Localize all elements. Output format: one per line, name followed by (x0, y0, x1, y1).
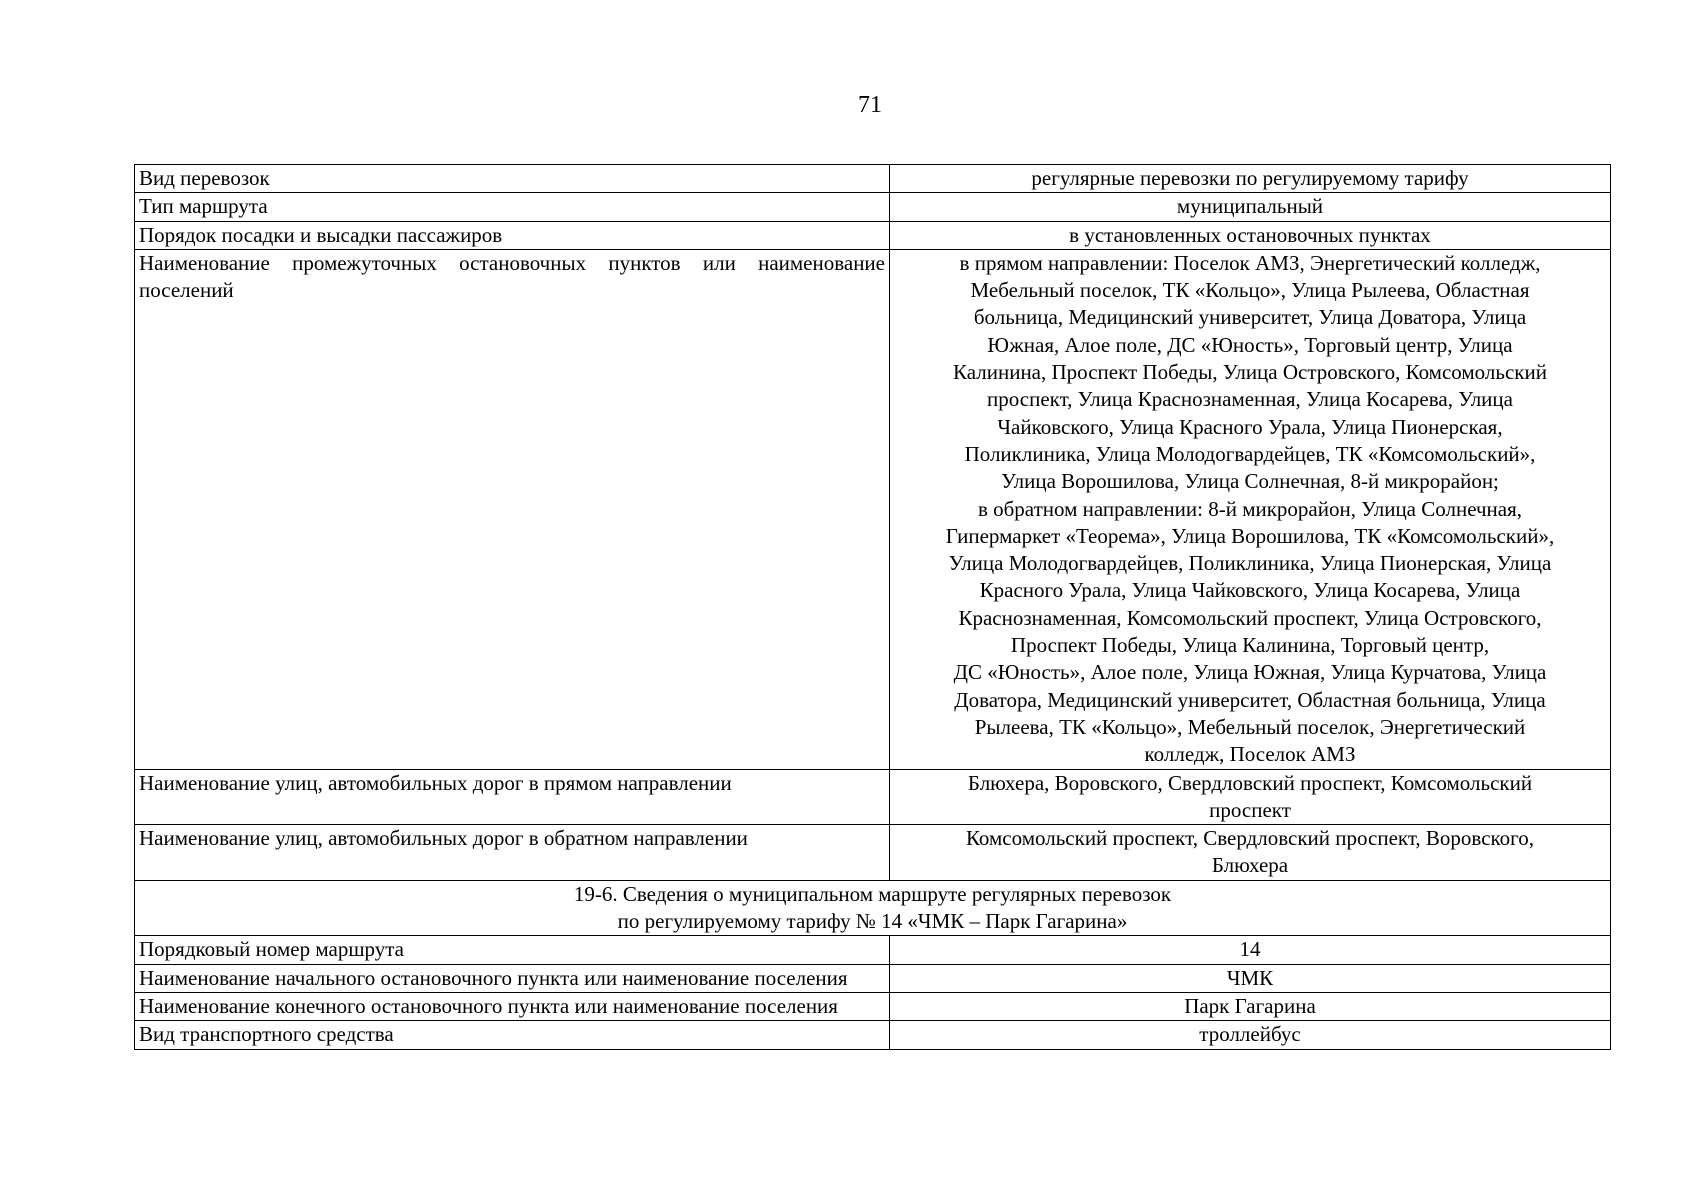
row-label-boarding-order: Порядок посадки и высадки пассажиров (135, 221, 890, 249)
stops-line: Чайковского, Улица Красного Урала, Улица Пионерская, (997, 414, 1503, 439)
stops-line: больница, Медицинский университет, Улица Доватора, Улица (973, 305, 1527, 330)
stops-line: Рылеева, ТК «Кольцо», Мебельный поселок, Энергетический (974, 714, 1526, 739)
table-row (135, 769, 1611, 825)
table-row (135, 825, 1611, 881)
row-value-start-stop: ЧМК (890, 964, 1611, 992)
row-label-end-stop: Наименование конечного остановочного пункта или наименование поселения (135, 992, 890, 1020)
table-row (135, 992, 1611, 1020)
stops-line: Поликлиника, Улица Молодогвардейцев, ТК «Комсомольский», (964, 441, 1536, 466)
route-info-table (134, 164, 1611, 1050)
stops-line: Калинина, Проспект Победы, Улица Островского, Комсомольский (953, 360, 1547, 385)
stops-line: Мебельный поселок, ТК «Кольцо», Улица Рылеева, Областная (970, 278, 1530, 303)
stops-line: в прямом направлении: Поселок АМЗ, Энергетический колледж, (959, 250, 1541, 275)
row-value-streets-forward (890, 769, 1611, 825)
table-row (135, 936, 1611, 964)
table-row (135, 964, 1611, 992)
stops-line: Гипермаркет «Теорема», Улица Ворошилова, ТК «Комсомольский», (945, 523, 1555, 548)
table-row (135, 1021, 1611, 1049)
row-value-boarding-order: в установленных остановочных пунктах (890, 221, 1611, 249)
table-row (135, 221, 1611, 249)
table-row (135, 249, 1611, 769)
stops-line: проспект, Улица Краснознаменная, Улица Косарева, Улица (987, 387, 1513, 412)
streets-backward-line: Блюхера (1211, 853, 1289, 878)
stops-line: в обратном направлении: 8-й микрорайон, Улица Солнечная, (977, 496, 1523, 521)
row-value-route-number: 14 (890, 936, 1611, 964)
row-value-route-type: муниципальный (890, 193, 1611, 221)
stops-line: Южная, Алое поле, ДС «Юность», Торговый центр, Улица (987, 332, 1513, 357)
streets-backward-line: Комсомольский проспект, Свердловский проспект, Воровского, (965, 826, 1535, 851)
row-label-route-number: Порядковый номер маршрута (135, 936, 890, 964)
row-value-streets-backward (890, 825, 1611, 881)
stops-line: ДС «Юность», Алое поле, Улица Южная, Улица Курчатова, Улица (953, 660, 1547, 685)
streets-forward-line: проспект (1209, 797, 1291, 822)
row-label-vehicle-type: Вид транспортного средства (135, 1021, 890, 1049)
row-value-end-stop: Парк Гагарина (890, 992, 1611, 1020)
row-label-streets-backward: Наименование улиц, автомобильных дорог в обратном направлении (135, 825, 890, 881)
stops-line: колледж, Поселок АМЗ (1144, 742, 1356, 767)
section-heading-line-2: по регулируемому тарифу № 14 «ЧМК – Парк Гагарина» (617, 909, 1128, 934)
section-heading (135, 880, 1611, 936)
stops-line: Краснознаменная, Комсомольский проспект, Улица Островского, (958, 605, 1542, 630)
streets-forward-line: Блюхера, Воровского, Свердловский проспект, Комсомольский (967, 770, 1533, 795)
row-label-streets-forward: Наименование улиц, автомобильных дорог в прямом направлении (135, 769, 890, 825)
stops-line: Красного Урала, Улица Чайковского, Улица Косарева, Улица (979, 578, 1521, 603)
section-heading-line-1: 19-6. Сведения о муниципальном маршруте регулярных перевозок (573, 881, 1172, 906)
table-row (135, 193, 1611, 221)
row-value-vehicle-type: троллейбус (890, 1021, 1611, 1049)
row-label-route-type: Тип маршрута (135, 193, 890, 221)
table-row (135, 880, 1611, 936)
row-value-transport-kind: регулярные перевозки по регулируемому тарифу (890, 165, 1611, 193)
row-label-intermediate-stops: Наименование промежуточных остановочных пунктов или наименование поселений (135, 249, 890, 769)
table-row (135, 165, 1611, 193)
stops-line: Проспект Победы, Улица Калинина, Торговый центр, (1010, 633, 1490, 658)
page-number: 71 (858, 92, 882, 118)
row-label-start-stop: Наименование начального остановочного пункта или наименование поселения (135, 964, 890, 992)
stops-line: Доватора, Медицинский университет, Областная больница, Улица (954, 687, 1546, 712)
stops-line: Улица Молодогвардейцев, Поликлиника, Улица Пионерская, Улица (948, 551, 1552, 576)
stops-line: Улица Ворошилова, Улица Солнечная, 8-й микрорайон; (1001, 469, 1499, 494)
row-value-intermediate-stops (890, 249, 1611, 769)
row-label-transport-kind: Вид перевозок (135, 165, 890, 193)
